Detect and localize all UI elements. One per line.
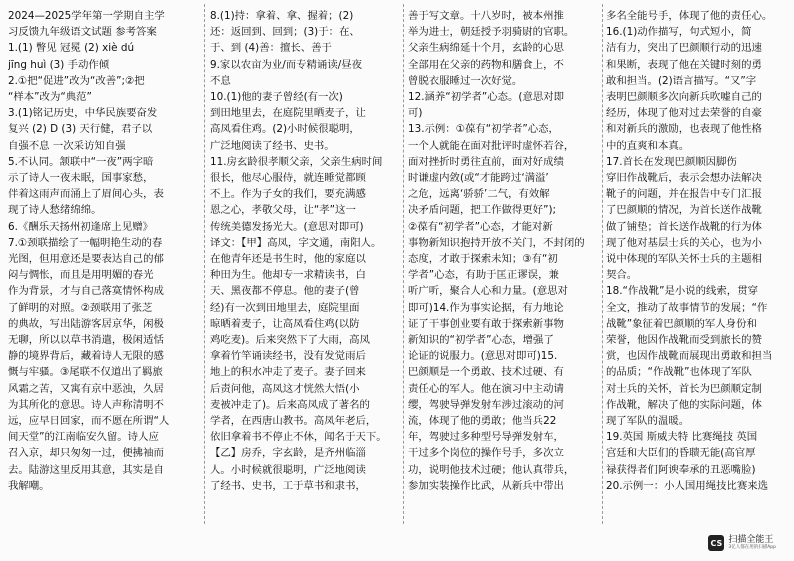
answer-text-line: 到田地里去，在庭院里晒麦子，让 [210,107,366,120]
answer-text-line: 晾晒着麦子，让高凤看住鸡(以防 [210,317,360,330]
answer-text-line: 宫廷和大臣们的昏聩无能(高官厚 [606,447,756,460]
answer-text-line: 8.(1)持：拿着、拿、握着；(2) [210,10,354,22]
column-divider [204,4,205,524]
answer-text-line: 学者”心态，有助于匡正谬误，兼 [408,269,559,282]
answer-text-line: jīng huì (3) 手动作倾 [8,58,110,71]
answer-text-line: 【乙】房乔，字玄龄，是齐州临淄 [210,447,366,460]
answer-text-line: 静的境界背后，藏着诗人无限的感 [8,350,164,363]
answer-text-line: 18.“作战靴”是小说的线索，贯穿 [606,285,758,298]
answer-text-line: 缨，驾驶导弹发射车涉过滚动的河 [408,398,564,411]
answer-text-line: 做了铺垫；首长送作战靴的行为体 [606,220,762,233]
answer-text-line: 证了干事创业要有敢于探索新事物 [408,317,564,330]
answer-text-line: 可) [408,107,423,120]
answer-column-3 [406,8,600,518]
answer-text-line: 习反馈九年级语文试题 参考答案 [8,26,157,39]
answer-text-line: ②葆有“初学者”心态，才能对新 [408,220,553,233]
camscanner-tagline: 3亿人都在用的扫描App [728,545,776,550]
answer-text-line: 13.示例：①葆有“初学者”心态， [408,123,559,136]
answer-text-line: 很长，他尽心服侍，就连睡觉都顾 [210,172,366,185]
answer-text-line: 鸡吃麦)。后来突然下了大雨，高凤 [210,334,370,347]
answer-text-line: 伴着这雨声而涌上了眉间心头，表 [8,188,164,201]
column-divider [403,4,404,524]
answer-text-line: 12.涵养“初学者”心态。(意思对即 [408,91,565,104]
answer-text-line: “样本”改为“典范” [8,91,92,104]
answer-text-line: 即可)14.作为事实论据，有力地论 [408,301,564,314]
answer-text-line: 经)有一次到田地里去，庭院里面 [210,301,360,314]
answer-text-line: 了鲜明的对照。②颈联用了张芝 [8,301,153,314]
answer-text-line: 禄获得者们阿谀奉承的丑恶嘴脸) [606,463,756,476]
answer-text-line: 曾脱衣服睡过一次好觉。 [408,74,523,87]
answer-text-line: 复兴 (2) D (3) 天行健，君子以 [8,123,153,136]
camscanner-name: 扫描全能王 [728,535,774,545]
answer-text-line: 论证的说服力。(意思对即可)15. [408,350,558,363]
answer-text-line: 洁有力，突出了巴颜顺行动的迅速 [606,42,762,55]
answer-text-line: 荣誉，他因作战靴而受到旅长的赞 [606,334,762,347]
answer-text-line: 穿旧作战靴后，表示会想办法解决 [606,172,762,185]
answer-text-line: 参加实装操作比武，从新兵中带出 [408,479,564,492]
answer-text-line: 麦被冲走了)。后来高凤成了著名的 [210,398,370,411]
answer-text-line: 态度，才敢于探索未知；③有“初 [408,253,558,266]
answer-text-line: 19.英国 斯威夫特 比赛绳技 英国 [606,431,758,444]
answer-text-line: 人。小时候就很聪明，广泛地阅读 [210,463,366,476]
answer-text-line: 为其所化的意思。诗人声称清明不 [8,398,164,411]
answer-text-line: 译文：【甲】高凤，字文通，南阳人。 [210,236,382,249]
answer-text-line: 无聊，所以以草书消遣，极闲适恬 [8,334,164,347]
answer-text-line: 和对新兵的激励，也表现了他性格 [606,123,762,136]
answer-text-line: 高凤看住鸡。(2)小时候很聪明， [210,123,360,136]
answer-text-line: 地上的积水冲走了麦子。妻子回来 [210,366,366,379]
answer-text-line: 经历，体现了他对过去荣誉的自豪 [606,107,762,120]
answer-text-line: 传统美德发扬光大。(意思对即可) [210,220,364,233]
answer-text-line: 闷与惆怅，而且是用明媚的春光 [8,269,154,282]
answer-text-line: 战靴”象征着巴颜顺的军人身份和 [606,317,757,330]
answer-text-line: 20.示例一：小人国用绳技比赛来选 [606,479,768,492]
answer-text-line: 我解嘲。 [8,479,50,492]
answer-text-line: 后责问他，高凤这才恍然大悟(小 [210,382,360,395]
answer-text-line: 对士兵的关怀，首长为巴颜顺定制 [606,382,762,395]
answer-text-line: 不上。作为子女的我们，要充满感 [210,188,366,201]
answer-text-line: 举为进士，朝廷授予羽骑尉的官职。 [408,26,575,39]
answer-text-line: 敢和担当。(2)语言描写。“又”字 [606,74,757,87]
answer-text-line: 学者，在西唐山教书。高凤年老后， [210,415,377,428]
answer-text-line: 7.①颈联描绘了一幅明艳生动的春 [8,236,163,249]
answer-text-line: 了巴颜顺的情况，为首长送作战靴 [606,204,762,217]
camscanner-logo-icon: CS [708,535,724,551]
answer-text-line: 听广听，聚合人心和力量。(意思对 [408,285,568,298]
answer-text-line: 9.家以农亩为业/而专精诵读/昼夜 [210,58,362,71]
answer-text-line: 2.①把“促进”改为“改善”;②把 [8,74,145,87]
answer-column-2 [208,8,400,518]
answer-text-line: 16.(1)动作描写，句式短小，简 [606,26,752,39]
answer-text-line: 全文，推动了故事情节的发展；“作 [606,301,768,314]
answer-text-line: 3.(1)铭记历史，中华民族要奋发 [8,107,158,120]
answer-text-line: 间天堂”的江南临安久留。诗人应 [8,431,159,444]
answer-text-line: 干过多个岗位的操作号手，多次立 [408,447,564,460]
answer-text-line: 父亲生病绵延十个月，玄龄的心思 [408,42,564,55]
answer-text-line: 示了诗人一夜未眠，国事家愁， [8,172,154,185]
answer-text-line: 的典故，写出陆游客居京华，闲极 [8,317,164,330]
answer-text-line: 流，体现了他的勇敢；他当兵22 [408,415,557,428]
answer-column-1 [6,8,202,518]
answer-text-line: 还：返回到、回到；(3)于：在、 [210,26,360,39]
answer-text-line: 靴子的问题，并在报告中专门汇报 [606,188,762,201]
answer-text-line: 自强不息 一次采访知自强 [8,139,126,152]
answer-text-line: 现了诗人愁绪绵绵。 [8,204,102,217]
answer-text-line: 2024—2025学年第一学期自主学 [8,10,165,22]
answer-text-line: 慨与牢骚。③尾联不仅道出了羁旅 [8,366,163,379]
answer-text-line: 表明巴颜顺多次向新兵吹嘘自己的 [606,91,762,104]
answer-text-line: 一个人就能在面对批评时虚怀若谷， [408,139,575,152]
answer-text-line: 依旧拿着书不停止不休，闻名于天下。 [210,431,387,444]
answer-text-line: 说中体现的军队关怀士兵的主题相 [606,253,762,266]
answer-text-line: 现了军队的温暖。 [606,415,690,428]
answer-text-line: 种田为生。他却专一求精读书，白 [210,269,366,282]
answer-text-line: 不息 [210,74,231,87]
answer-text-line: 之危，远离‘骄骄’二气，有效解 [408,188,550,201]
answer-text-line: 远，应早日回家，而不愿在所谓“人 [8,415,170,428]
answer-text-line: 巴颜顺是一个勇敢、技术过硬、有 [408,366,564,379]
answer-text-line: 契合。 [606,269,638,282]
answer-text-line: 和果断，表现了他在关键时刻的勇 [606,58,762,71]
answer-text-line: 的品质；“作战靴”也体现了军队 [606,366,752,379]
answer-text-line: 决矛盾问题，把工作做得更好”); [408,204,557,217]
answer-text-line: 拿着竹竿诵读经书，没有发觉雨后 [210,350,366,363]
answer-text-line: 10.(1)他的妻子曾经(有一次) [210,91,343,104]
answer-text-line: 赏，也因作战靴而展现出勇敢和担当 [606,350,773,363]
answer-text-line: 作战靴，解决了他的实际问题，体 [606,398,762,411]
answer-text-line: 中的直爽和本真。 [606,139,690,152]
answer-text-line: 召入京，却只匆匆一过，便拂袖而 [8,447,164,460]
answer-text-line: 11.房玄龄很孝顺父亲，父亲生病时间 [210,155,383,168]
answer-text-line: 全部用在父亲的药物和膳食上，不 [408,58,564,71]
answer-text-line: 1.(1) 瞥见 冠冕 (2) xiè dú [8,42,135,55]
answer-text-line: 在他青年还是书生时，他的家庭以 [210,253,366,266]
column-divider [602,4,603,524]
answer-text-line: 年，驾驶过多种型号导弹发射车， [408,431,564,444]
answer-text-line: 善于写文章。十八岁时，被本州推 [408,10,564,22]
answer-text-line: 作为背景，才与自己落寞情怀构成 [8,285,164,298]
answer-text-line: 了经书、史书，工于草书和隶书， [210,479,366,492]
answer-text-line: 天、黑夜都不停息。他的妻子(曾 [210,285,360,298]
answer-text-line: 广泛地阅读了经书、史书。 [210,139,335,152]
answer-text-line: 时谦虚内敛(或“才能跨过‘满溢’ [408,172,549,185]
answer-text-line: 光图，但用意还是要表达自己的郁 [8,253,164,266]
answer-text-line: 去。陆游这里反用其意，其实是自 [8,463,164,476]
answer-text-line: 事物新知识抱持开放不关门，不封闭的 [408,236,585,249]
answer-text-line: 现了他对基层士兵的关心，也为小 [606,236,762,249]
answer-text-line: 5.不认同。颔联中“一夜”两字暗 [8,155,154,168]
answer-text-line: 面对挫折时勇往直前，面对好成绩 [408,155,564,168]
answer-text-line: 6.《酬乐天扬州初逢席上见赠》 [8,220,153,233]
answer-text-line: 新知识的“初学者”心态，增强了 [408,334,554,347]
camscanner-watermark [708,535,776,551]
answer-text-line: 责任心的军人。他在演习中主动请 [408,382,564,395]
answer-column-4 [604,8,790,518]
answer-text-line: 17.首长在发现巴颜顺因脚伤 [606,155,737,168]
answer-text-line: 恩之心，孝敬父母，让“孝”这一 [210,204,356,217]
answer-text-line: 风霜之苦，又寓有京中恶浊，久居 [8,382,164,395]
answer-text-line: 多名全能号手，体现了他的责任心。 [606,10,773,22]
answer-text-line: 于、到 (4)善：擅长、善于 [210,42,332,55]
answer-text-line: 功，说明他技术过硬；他认真带兵， [408,463,575,476]
